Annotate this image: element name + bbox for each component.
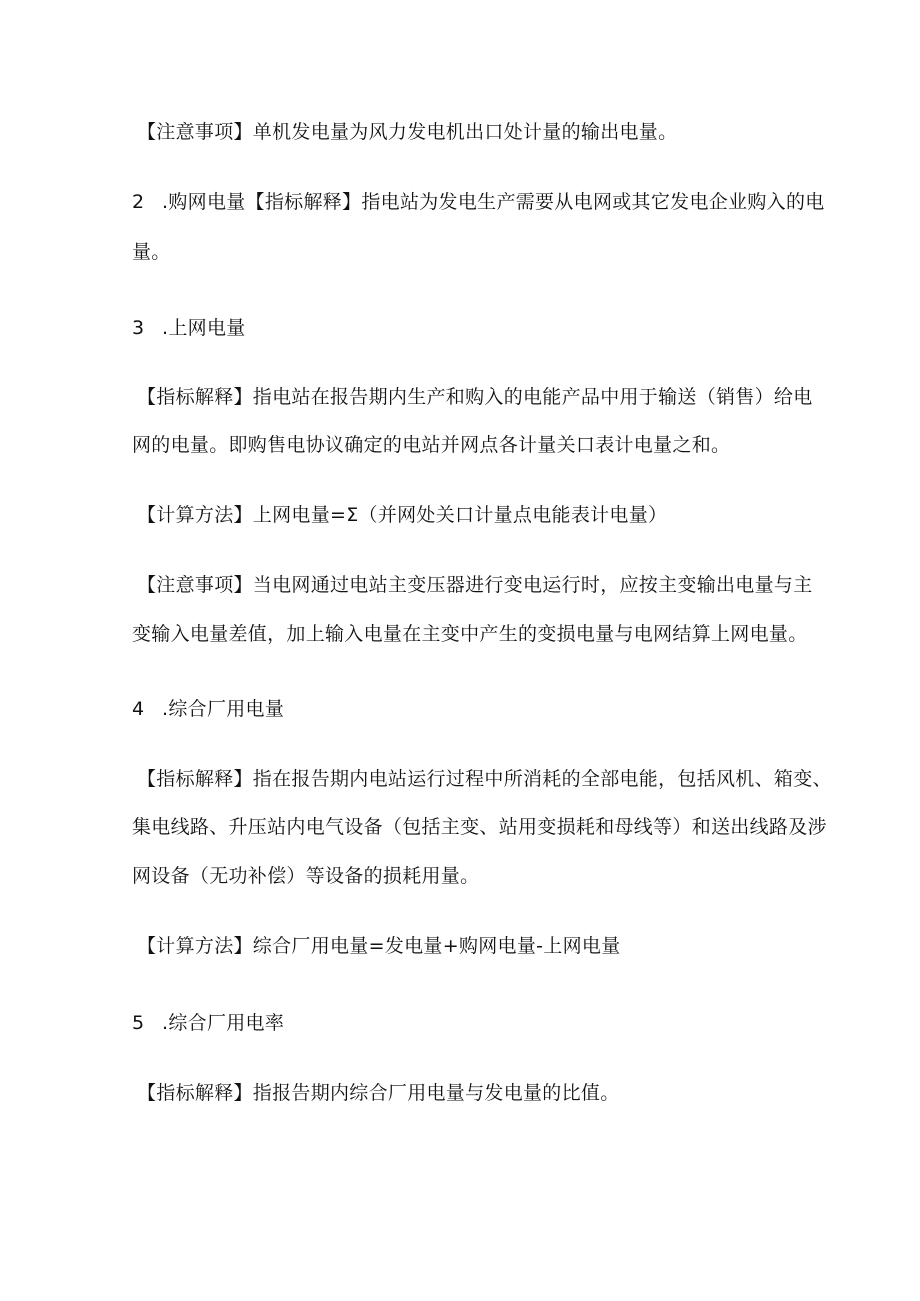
item-3-note-line-1: [137, 573, 813, 597]
paragraph-text: 网设备（无功补偿）等设备的损耗用量。: [132, 865, 480, 887]
paragraph-text: 网的电量。即购售电协议确定的电站并网点各计量关口表计电量之和。: [132, 434, 731, 456]
item-number: 2: [132, 191, 145, 213]
item-3-heading: [132, 316, 246, 340]
paragraph-text: 【指标解释】指在报告期内电站运行过程中所消耗的全部电能，包括风机、箱变、: [137, 768, 832, 790]
item-5-explanation: [137, 1081, 620, 1105]
section-title: .综合厂用电量: [162, 698, 285, 720]
paragraph-text: 集电线路、升压站内电气设备（包括主变、站用变损耗和母线等）和送出线路及涉: [132, 816, 827, 838]
item-4-explanation-line-3: [132, 864, 479, 888]
paragraph-text: 【注意事项】单机发电量为风力发电机出口处计量的输出电量。: [137, 121, 678, 143]
item-4-heading: [132, 697, 284, 721]
paragraph-text: 变输入电量差值，加上输入电量在主变中产生的变损电量与电网结算上网电量。: [132, 623, 808, 645]
item-3-explanation-line-1: [137, 385, 813, 409]
paragraph-text: .购网电量【指标解释】指电站为发电生产需要从电网或其它发电企业购入的电: [162, 191, 825, 213]
paragraph-text: 【注意事项】当电网通过电站主变压器进行变电运行时，应按主变输出电量与主: [137, 574, 813, 596]
paragraph-text: 【计算方法】综合厂用电量=发电量+购网电量-上网电量: [137, 935, 621, 957]
item-2-heading: [132, 190, 825, 214]
paragraph-text: 【指标解释】指报告期内综合厂用电量与发电量的比值。: [137, 1082, 620, 1104]
paragraph-text: 量。: [132, 241, 171, 263]
item-number: 4: [132, 698, 145, 720]
item-number: 3: [132, 317, 145, 339]
item-number: 5: [132, 1012, 145, 1034]
item-3-note-line-2: [132, 622, 808, 646]
item-4-explanation-line-1: [137, 767, 832, 791]
note-single-unit-generation: [137, 120, 677, 144]
item-3-explanation-line-2: [132, 433, 730, 457]
section-title: .综合厂用电率: [162, 1012, 285, 1034]
paragraph-text: 【计算方法】上网电量=Σ（并网处关口计量点电能表计电量）: [137, 504, 668, 526]
section-title: .上网电量: [162, 317, 246, 339]
item-5-heading: [132, 1011, 284, 1035]
item-2-continuation: [132, 240, 171, 264]
item-4-explanation-line-2: [132, 815, 827, 839]
item-4-method: [137, 934, 621, 958]
paragraph-text: 【指标解释】指电站在报告期内生产和购入的电能产品中用于输送（销售）给电: [137, 386, 813, 408]
item-3-method: [137, 503, 667, 527]
